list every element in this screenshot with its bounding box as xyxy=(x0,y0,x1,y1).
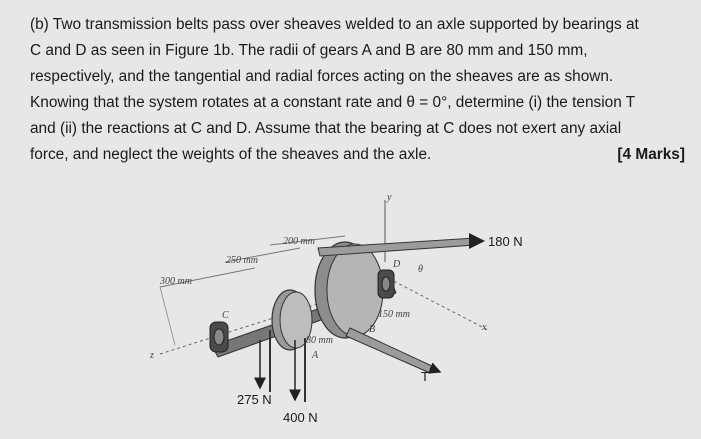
point-a-label: A xyxy=(312,350,319,361)
angle-label: θ xyxy=(418,264,423,275)
question-line: force, and neglect the weights of the sheaves and the axle. xyxy=(30,146,432,163)
axis-x-label: x xyxy=(482,322,487,333)
point-b-label: B xyxy=(369,324,376,335)
question-line: (b) Two transmission belts pass over sheaves welded to an axle supported by bearings at xyxy=(30,16,639,33)
dim-80-label: 80 mm xyxy=(306,335,333,346)
point-c-label: C xyxy=(222,310,229,321)
dim-250-label: 250 mm xyxy=(226,255,258,266)
force-180-label: 180 N xyxy=(488,234,523,249)
question-line: and (ii) the reactions at C and D. Assume that the bearing at C does not exert any axial xyxy=(30,120,622,137)
belt-top xyxy=(318,238,475,256)
dim-ext-line xyxy=(160,287,175,345)
marks-label: [4 Marks] xyxy=(617,146,685,163)
arrow-t xyxy=(430,368,440,372)
axis-z-label: z xyxy=(150,350,154,361)
point-d-label: D xyxy=(393,259,401,270)
force-400-label: 400 N xyxy=(283,410,318,425)
dim-200-label: 200 mm xyxy=(283,236,315,247)
question-line: C and D as seen in Figure 1b. The radii of gears A and B are 80 mm and 150 mm, xyxy=(30,42,588,59)
dim-300-label: 300 mm xyxy=(160,276,192,287)
belt-tension xyxy=(346,328,432,373)
question-line: Knowing that the system rotates at a constant rate and θ = 0°, determine (i) the tension T xyxy=(30,94,636,111)
axis-y-label: y xyxy=(387,192,392,203)
dim-150-label: 150 mm xyxy=(378,309,410,320)
tension-label: T xyxy=(421,369,429,384)
question-line: respectively, and the tangential and radial forces acting on the sheaves are as shown. xyxy=(30,68,614,85)
force-275-label: 275 N xyxy=(237,392,272,407)
